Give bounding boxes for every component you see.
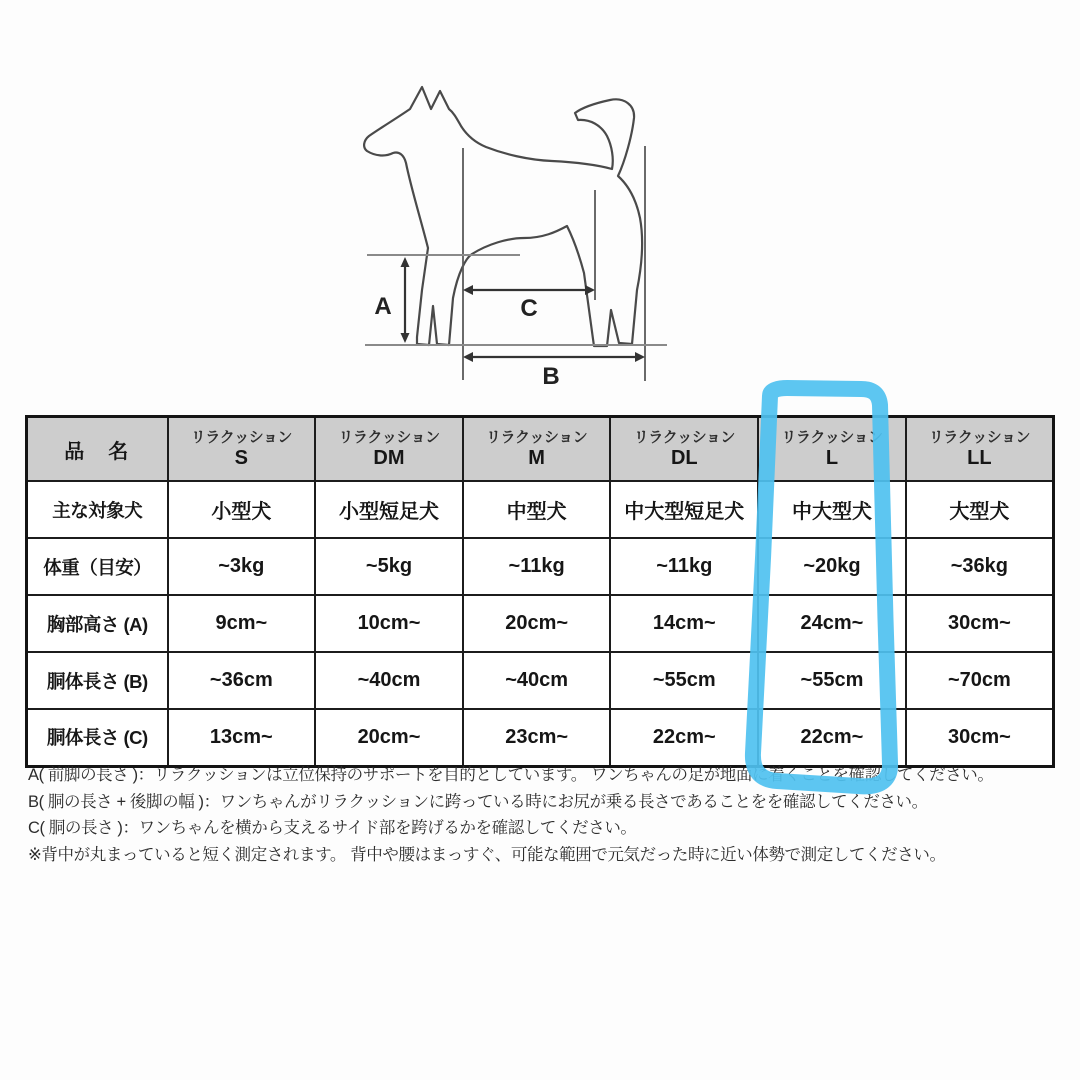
cell-target-m: 中型犬: [506, 501, 567, 523]
brand-name: リラクッション: [190, 428, 292, 446]
product-name-label: 品 名: [64, 440, 131, 463]
table-header-row: [27, 417, 1054, 482]
cell-target-dl: 中大型短足犬: [624, 501, 745, 523]
measure-a-arrowhead-top: [401, 257, 410, 267]
column-header-m: [463, 417, 611, 482]
row-label-target: 主な対象犬: [52, 499, 143, 521]
footnote-c: C( 胴の長さ )：ワンちゃんを横から支えるサイド部を跨げるかを確認してください。: [28, 819, 637, 838]
cell-bodyc-m: 23cm~: [505, 725, 569, 748]
row-label-body-b: 胴体長さ (B): [46, 670, 148, 692]
cell-bodyb-l: ~55cm: [800, 669, 864, 691]
row-label-weight: 体重（目安）: [43, 556, 152, 578]
cell-target-l: 中大型犬: [791, 501, 872, 523]
measure-a-arrowhead-bottom: [401, 333, 410, 343]
cell-target-s: 小型犬: [211, 501, 272, 523]
cell-weight-s: ~3kg: [218, 555, 265, 577]
cell-bodyb-ll: ~70cm: [947, 669, 1011, 691]
size-code-m: M: [528, 447, 545, 470]
brand-name: リラクッション: [486, 428, 588, 446]
measure-label-b: B: [542, 363, 560, 390]
cell-bodyc-s: 13cm~: [209, 725, 273, 748]
measure-label-c: C: [520, 295, 538, 322]
brand-name: リラクッション: [338, 428, 440, 446]
cell-weight-dl: ~11kg: [656, 555, 713, 577]
row-body-length-c: [27, 709, 1054, 766]
cell-bodyb-dl: ~55cm: [652, 669, 716, 691]
brand-name: リラクッション: [928, 428, 1030, 446]
cell-bodyc-ll: 30cm~: [947, 725, 1011, 748]
cell-bodyc-dm: 20cm~: [357, 725, 421, 748]
column-header-s: [168, 417, 316, 482]
cell-weight-l: ~20kg: [803, 555, 861, 577]
cell-bodyc-l: 22cm~: [800, 725, 864, 748]
cell-bodyb-dm: ~40cm: [357, 669, 421, 691]
product-name-header: [27, 417, 168, 482]
row-target-dog: [27, 481, 1054, 538]
row-chest-height-a: [27, 595, 1054, 652]
cell-chest-m: 20cm~: [505, 612, 569, 634]
cell-weight-dm: ~5kg: [365, 555, 413, 577]
cell-bodyc-dl: 22cm~: [652, 725, 716, 748]
dog-measurement-diagram: [325, 58, 765, 408]
row-label-chest-a: 胸部高さ (A): [46, 613, 148, 635]
row-body-length-b: [27, 652, 1054, 709]
measure-b-arrowhead-left: [463, 352, 473, 362]
cell-target-ll: 大型犬: [949, 501, 1010, 523]
measure-c-arrowhead-right: [585, 285, 595, 295]
cell-chest-s: 9cm~: [215, 612, 268, 634]
column-header-dl: [610, 417, 758, 482]
cell-chest-ll: 30cm~: [947, 612, 1011, 634]
cell-target-dm: 小型短足犬: [338, 501, 439, 523]
cell-chest-l: 24cm~: [800, 612, 864, 634]
footnote-note: ※背中が丸まっていると短く測定されます。 背中や腰はまっすぐ、可能な範囲で元気だった時に近い体勢で測定してください。: [28, 845, 946, 864]
footnote-a: A( 前脚の長さ )：リラクッションは立位保持のサポートを目的としています。 ワンちゃんの足が地面に着くことを確認してください。: [28, 766, 994, 784]
cell-bodyb-m: ~40cm: [505, 669, 569, 691]
column-header-dm: [315, 417, 463, 482]
cell-weight-m: ~11kg: [508, 555, 565, 577]
row-weight: [27, 538, 1054, 595]
size-code-s: S: [234, 447, 248, 470]
column-header-l: [758, 417, 906, 482]
row-label-body-c: 胴体長さ (C): [46, 727, 148, 749]
footnote-b: B( 胴の長さ + 後脚の幅 )：ワンちゃんがリラクッションに跨っている時にお尻が乗る長さであることをを確認してください。: [28, 792, 928, 811]
column-header-ll: [906, 417, 1054, 482]
size-code-dm: DM: [373, 447, 405, 470]
measure-label-a: A: [374, 293, 392, 320]
size-code-l: L: [825, 447, 839, 470]
cell-chest-dm: 10cm~: [357, 612, 421, 634]
measure-c-arrowhead-left: [463, 285, 473, 295]
cell-weight-ll: ~36kg: [950, 555, 1009, 577]
size-code-ll: LL: [967, 447, 992, 470]
brand-name: リラクッション: [781, 428, 883, 446]
cell-bodyb-s: ~36cm: [209, 669, 273, 691]
measure-b-arrowhead-right: [635, 352, 645, 362]
size-chart-table: [25, 415, 1055, 768]
footnotes: [28, 766, 1064, 873]
brand-name: リラクッション: [633, 428, 735, 446]
cell-chest-dl: 14cm~: [652, 612, 716, 634]
size-code-dl: DL: [670, 447, 698, 470]
